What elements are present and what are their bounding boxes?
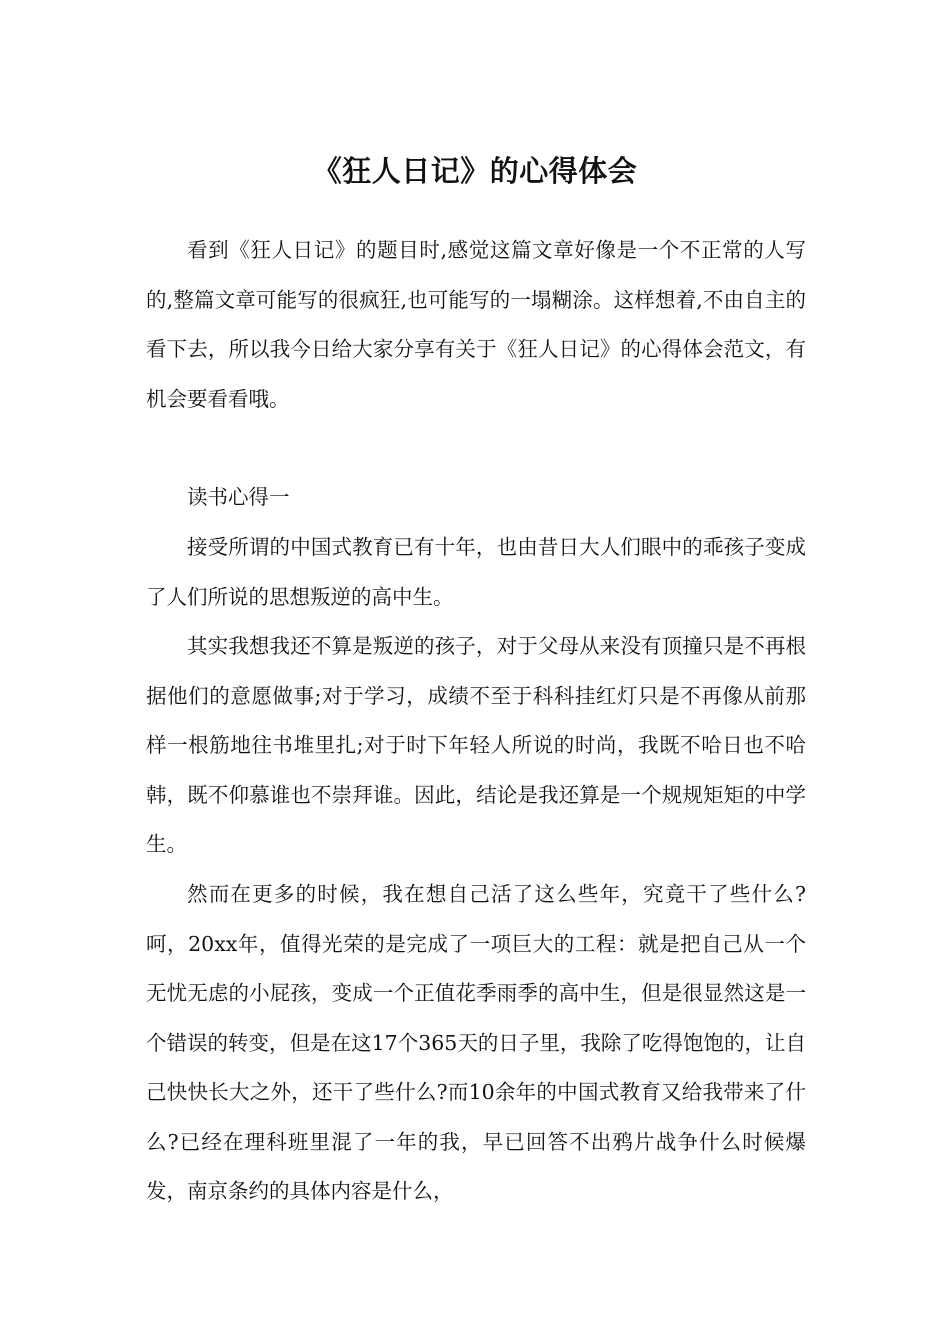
body-paragraph-1: 接受所谓的中国式教育已有十年，也由昔日大人们眼中的乖孩子变成了人们所说的思想叛逆的高中生。 bbox=[146, 535, 806, 609]
body-paragraph-2: 其实我想我还不算是叛逆的孩子，对于父母从来没有顶撞只是不再根据他们的意愿做事;对于学习，成绩不至于科科挂红灯只是不再像从前那样一根筋地往书堆里扎;对于时下年轻人所说的时尚，我既不哈日也不哈韩，既不仰慕谁也不崇拜谁。因此，结论是我还算是一个规规矩矩的中学生。 bbox=[146, 634, 806, 856]
document-title: 《狂人日记》的心得体会 bbox=[312, 154, 638, 189]
intro-paragraph: 看到《狂人日记》的题目时,感觉这篇文章好像是一个不正常的人写的,整篇文章可能写的很疯狂,也可能写的一塌糊涂。这样想着,不由自主的看下去，所以我今日给大家分享有关于《狂人日记》的心得体会范文，有机会要看看哦。 bbox=[146, 238, 806, 411]
body-paragraph-3: 然而在更多的时候，我在想自己活了这么些年，究竟干了些什么?呵，20xx年，值得光荣的是完成了一项巨大的工程：就是把自己从一个无忧无虑的小屁孩，变成一个正值花季雨季的高中生，但是很显然这是一个错误的转变，但是在这17个365天的日子里，我除了吃得饱饱的，让自己快快长大之外，还干了些什么?而10余年的中国式教育又给我带来了什么?已经在理科班里混了一年的我，早已回答不出鸦片战争什么时候爆发，南京条约的具体内容是什么， bbox=[146, 882, 806, 1203]
section-heading: 读书心得一 bbox=[187, 485, 290, 509]
